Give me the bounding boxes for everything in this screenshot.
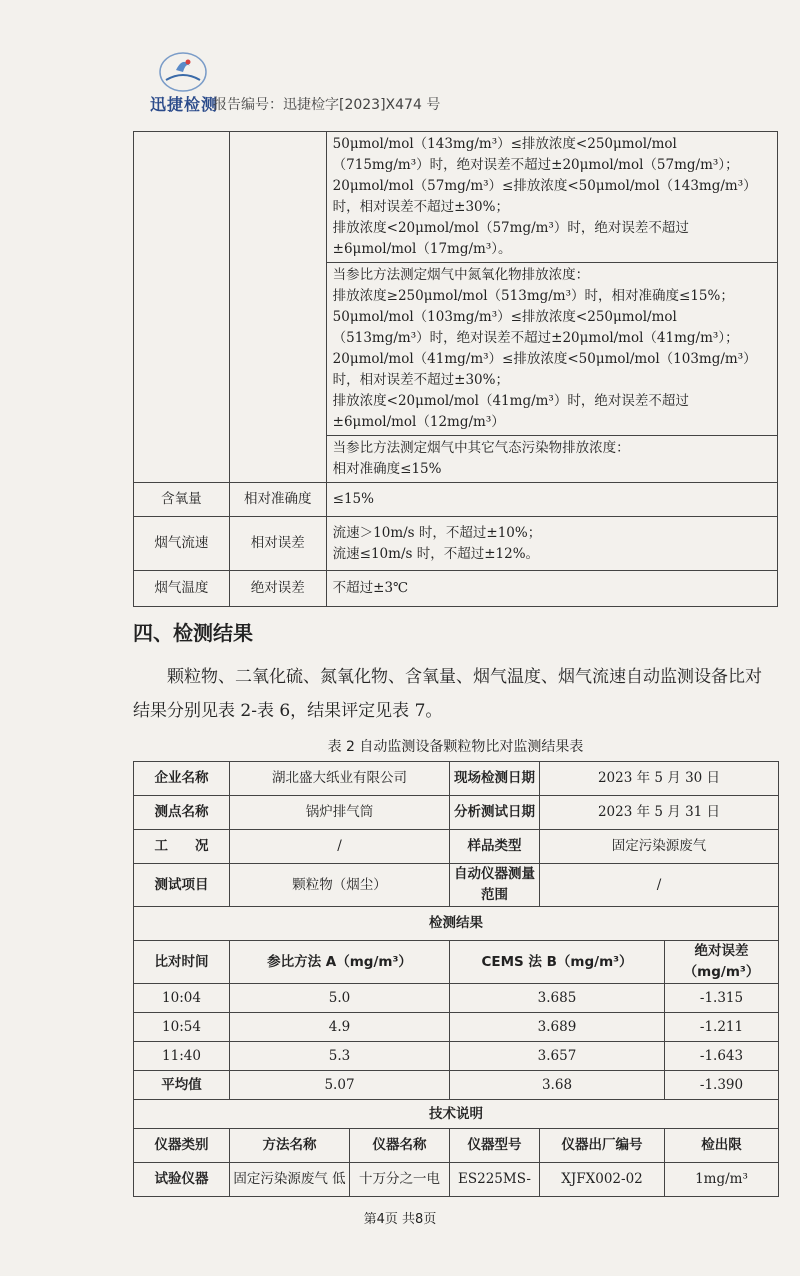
label-cell: 测试项目: [134, 864, 230, 907]
table-cell: 平均值: [134, 1071, 230, 1100]
column-header: 绝对误差（mg/m³）: [665, 941, 779, 984]
table-cell: 3.689: [450, 1013, 665, 1042]
text-line: 时，相对误差不超过±30%；: [332, 199, 509, 215]
table-row: [134, 1100, 779, 1129]
table-row: [134, 907, 779, 941]
index-cell: 相对误差: [229, 517, 326, 571]
table-row: [134, 830, 779, 864]
table-cell: 10:54: [134, 1013, 230, 1042]
column-header: 仪器类别: [134, 1129, 230, 1163]
table-row: [134, 941, 779, 984]
table-cell: 10:04: [134, 984, 230, 1013]
table-cell: 5.07: [230, 1071, 450, 1100]
text-line: 排放浓度<20μmol/mol（57mg/m³）时，绝对误差不超过: [332, 220, 689, 236]
accuracy-requirements-table: [133, 131, 778, 607]
value-cell: 锅炉排气筒: [230, 796, 450, 830]
table-cell: 5.3: [230, 1042, 450, 1071]
table-cell: 5.0: [230, 984, 450, 1013]
table-row: [134, 984, 779, 1013]
text-line: 当参比方法测定烟气中其它气态污染物排放浓度：: [332, 440, 630, 456]
table-row: [134, 1163, 779, 1197]
table-row: [134, 864, 779, 907]
table-cell: -1.643: [665, 1042, 779, 1071]
particulate-comparison-table: [133, 761, 779, 1197]
value-cell: 颗粒物（烟尘）: [230, 864, 450, 907]
page-number: 第4页 共8页: [363, 1212, 437, 1227]
table-cell: 11:40: [134, 1042, 230, 1071]
label-cell: 样品类型: [450, 830, 540, 864]
table-cell: [229, 132, 326, 483]
table-cell: [134, 132, 230, 483]
table-cell: 4.9: [230, 1013, 450, 1042]
text-line: 流速＞10m/s 时，不超过±10%；: [332, 524, 542, 541]
table-row: [134, 517, 778, 571]
table-cell: 固定污染源废气 低: [230, 1163, 350, 1197]
text-line: 排放浓度≥250μmol/mol（513mg/m³）时，相对准确度≤15%；: [332, 288, 734, 304]
text-line: （715mg/m³）时，绝对误差不超过±20μmol/mol（57mg/m³）；: [332, 157, 739, 173]
table-row: [134, 571, 778, 607]
table-row: [134, 796, 779, 830]
logo-text: 迅捷检测: [150, 95, 219, 114]
table-cell: -1.211: [665, 1013, 779, 1042]
text-line: ±6μmol/mol（17mg/m³）。: [332, 241, 512, 257]
section-title: 四、检测结果: [133, 621, 253, 645]
value-cell: /: [540, 864, 779, 907]
value-cell: /: [230, 830, 450, 864]
text-line: 20μmol/mol（57mg/m³）≤排放浓度<50μmol/mol（143mg/m³）: [332, 178, 757, 194]
table-cell: 1mg/m³: [665, 1163, 779, 1197]
text-line: 相对准确度≤15%: [332, 461, 442, 477]
table-cell: 3.657: [450, 1042, 665, 1071]
text-line: 50μmol/mol（103mg/m³）≤排放浓度<250μmol/mol: [332, 309, 677, 325]
tech-title: 技术说明: [134, 1100, 779, 1129]
label-cell: 工 况: [134, 830, 230, 864]
requirement-cell: 不超过±3℃: [326, 571, 777, 607]
text-line: 时，相对误差不超过±30%；: [332, 372, 509, 388]
text-line: 50μmol/mol（143mg/m³）≤排放浓度<250μmol/mol: [332, 136, 677, 152]
column-header: 仪器型号: [450, 1129, 540, 1163]
param-cell: 烟气温度: [134, 571, 230, 607]
text-line: 20μmol/mol（41mg/m³）≤排放浓度<50μmol/mol（103mg/m³）: [332, 351, 757, 367]
results-title: 检测结果: [134, 907, 779, 941]
table-cell: 试验仪器: [134, 1163, 230, 1197]
table-cell: -1.315: [665, 984, 779, 1013]
column-header: 方法名称: [230, 1129, 350, 1163]
column-header: 仪器名称: [350, 1129, 450, 1163]
table-row: [134, 483, 778, 517]
column-header: 检出限: [665, 1129, 779, 1163]
label-cell: 测点名称: [134, 796, 230, 830]
param-cell: 烟气流速: [134, 517, 230, 571]
table-row: [134, 1013, 779, 1042]
column-header: 比对时间: [134, 941, 230, 984]
table-cell: -1.390: [665, 1071, 779, 1100]
no-requirement-cell: [326, 263, 777, 436]
report-number: 报告编号：迅捷检字[2023]X474 号: [213, 97, 441, 113]
value-cell: 2023 年 5 月 30 日: [540, 762, 779, 796]
text-line: 流速≤10m/s 时，不超过±12%。: [332, 545, 540, 562]
label-cell: 分析测试日期: [450, 796, 540, 830]
param-cell: 含氧量: [134, 483, 230, 517]
table-cell: 3.685: [450, 984, 665, 1013]
requirement-cell: ≤15%: [326, 483, 777, 517]
results-paragraph: 颗粒物、二氧化硫、氮氧化物、含氧量、烟气温度、烟气流速自动监测设备比对结果分别见表 2-表 6，结果评定见表 7。: [133, 667, 762, 721]
table-row: [134, 1129, 779, 1163]
label-cell: 自动仪器测量范围: [450, 864, 540, 907]
index-cell: 绝对误差: [229, 571, 326, 607]
company-logo-icon: [158, 50, 208, 92]
text-line: 当参比方法测定烟气中氮氧化物排放浓度：: [332, 267, 590, 283]
table-cell: XJFX002-02: [540, 1163, 665, 1197]
value-cell: 湖北盛大纸业有限公司: [230, 762, 450, 796]
table2-caption: 表 2 自动监测设备颗粒物比对监测结果表: [327, 739, 584, 755]
table-row: [134, 1042, 779, 1071]
other-gas-requirement-cell: [326, 436, 777, 483]
text-line: （513mg/m³）时，绝对误差不超过±20μmol/mol（41mg/m³）；: [332, 330, 739, 346]
value-cell: 2023 年 5 月 31 日: [540, 796, 779, 830]
table-row: [134, 132, 778, 263]
text-line: ±6μmol/mol（12mg/m³）: [332, 414, 505, 430]
label-cell: 现场检测日期: [450, 762, 540, 796]
table-row: [134, 762, 779, 796]
column-header: 参比方法 A（mg/m³）: [230, 941, 450, 984]
value-cell: 固定污染源废气: [540, 830, 779, 864]
column-header: 仪器出厂编号: [540, 1129, 665, 1163]
nox-continuation-cell: [326, 132, 777, 263]
table-cell: 3.68: [450, 1071, 665, 1100]
table-row: [134, 1071, 779, 1100]
table-cell: 十万分之一电: [350, 1163, 450, 1197]
column-header: CEMS 法 B（mg/m³）: [450, 941, 665, 984]
requirement-cell: [326, 517, 777, 571]
table-cell: ES225MS-: [450, 1163, 540, 1197]
text-line: 排放浓度<20μmol/mol（41mg/m³）时，绝对误差不超过: [332, 393, 689, 409]
index-cell: 相对准确度: [229, 483, 326, 517]
label-cell: 企业名称: [134, 762, 230, 796]
